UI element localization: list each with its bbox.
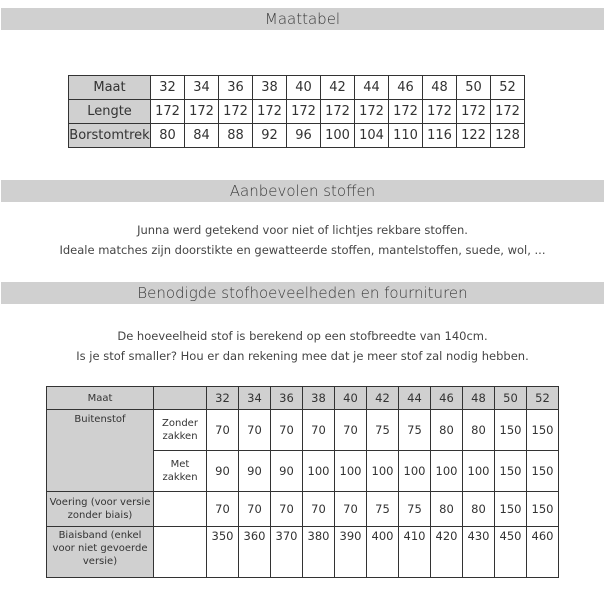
supplies-header-label: Maat	[47, 387, 154, 410]
size-chart-row-chest	[69, 124, 525, 148]
sub-label: Zonder zakken	[154, 410, 207, 451]
row-label-bias-tape: Biaisband (enkel voor niet gevoerde versie)	[47, 527, 154, 578]
supplies-table	[46, 386, 559, 578]
size-chart-header-label: Maat	[69, 76, 151, 100]
value-cell: 172	[253, 100, 287, 124]
value-cell: 116	[423, 124, 457, 148]
supplies-line: De hoeveelheid stof is berekend op een stofbreedte van 140cm.	[117, 329, 488, 343]
value-cell: 70	[271, 492, 303, 527]
size-chart-title: Maattabel	[264, 10, 341, 28]
value-cell: 172	[457, 100, 491, 124]
value-cell: 75	[367, 410, 399, 451]
size-cell: 44	[399, 387, 431, 410]
value-cell: 70	[239, 492, 271, 527]
value-cell: 172	[219, 100, 253, 124]
value-cell: 172	[355, 100, 389, 124]
size-cell: 42	[321, 76, 355, 100]
value-cell: 410	[399, 527, 431, 578]
size-cell: 36	[219, 76, 253, 100]
row-label: Borstomtrek	[69, 124, 151, 148]
value-cell: 70	[303, 492, 335, 527]
value-cell: 128	[491, 124, 525, 148]
size-chart-header-row	[69, 76, 525, 100]
size-cell: 48	[463, 387, 495, 410]
value-cell: 80	[463, 492, 495, 527]
value-cell: 80	[151, 124, 185, 148]
value-cell: 172	[287, 100, 321, 124]
size-chart-header	[1, 8, 604, 30]
value-cell: 70	[207, 492, 239, 527]
value-cell: 400	[367, 527, 399, 578]
size-cell: 40	[335, 387, 367, 410]
value-cell: 88	[219, 124, 253, 148]
value-cell: 172	[389, 100, 423, 124]
fabrics-title: Aanbevolen stoffen	[229, 182, 376, 200]
size-cell: 52	[527, 387, 559, 410]
size-chart-row-length	[69, 100, 525, 124]
empty-cell	[154, 387, 207, 410]
sub-label: Met zakken	[154, 451, 207, 492]
value-cell: 70	[271, 410, 303, 451]
value-cell: 80	[463, 410, 495, 451]
value-cell: 172	[491, 100, 525, 124]
value-cell: 70	[207, 410, 239, 451]
empty-cell	[154, 492, 207, 527]
value-cell: 430	[463, 527, 495, 578]
size-cell: 36	[271, 387, 303, 410]
value-cell: 150	[495, 492, 527, 527]
value-cell: 90	[271, 451, 303, 492]
value-cell: 420	[431, 527, 463, 578]
fabrics-line: Junna werd getekend voor niet of lichtjes rekbare stoffen.	[137, 223, 468, 237]
size-cell: 48	[423, 76, 457, 100]
row-label-lining: Voering (voor versie zonder biais)	[47, 492, 154, 527]
supplies-header-row	[47, 387, 559, 410]
value-cell: 100	[463, 451, 495, 492]
fabrics-line: Ideale matches zijn doorstikte en gewatteerde stoffen, mantelstoffen, suede, wol, ...	[59, 243, 546, 257]
size-cell: 50	[495, 387, 527, 410]
value-cell: 350	[207, 527, 239, 578]
value-cell: 150	[527, 451, 559, 492]
size-chart-table	[68, 75, 525, 148]
empty-cell	[154, 527, 207, 578]
supplies-description	[0, 326, 605, 366]
value-cell: 100	[303, 451, 335, 492]
value-cell: 380	[303, 527, 335, 578]
size-cell: 40	[287, 76, 321, 100]
value-cell: 150	[527, 410, 559, 451]
value-cell: 75	[399, 410, 431, 451]
value-cell: 96	[287, 124, 321, 148]
size-cell: 38	[303, 387, 335, 410]
value-cell: 390	[335, 527, 367, 578]
value-cell: 360	[239, 527, 271, 578]
value-cell: 150	[495, 451, 527, 492]
size-cell: 52	[491, 76, 525, 100]
value-cell: 172	[423, 100, 457, 124]
value-cell: 84	[185, 124, 219, 148]
value-cell: 100	[321, 124, 355, 148]
size-cell: 42	[367, 387, 399, 410]
supplies-row-lining	[47, 492, 559, 527]
value-cell: 70	[239, 410, 271, 451]
value-cell: 70	[335, 410, 367, 451]
value-cell: 110	[389, 124, 423, 148]
value-cell: 122	[457, 124, 491, 148]
value-cell: 150	[527, 492, 559, 527]
supplies-title: Benodigde stofhoeveelheden en fournituren	[137, 284, 468, 302]
supplies-line: Is je stof smaller? Hou er dan rekening mee dat je meer stof zal nodig hebben.	[76, 349, 529, 363]
value-cell: 172	[185, 100, 219, 124]
value-cell: 70	[303, 410, 335, 451]
value-cell: 172	[321, 100, 355, 124]
size-cell: 32	[151, 76, 185, 100]
value-cell: 75	[399, 492, 431, 527]
value-cell: 90	[207, 451, 239, 492]
value-cell: 100	[367, 451, 399, 492]
size-cell: 46	[389, 76, 423, 100]
supplies-header	[1, 282, 604, 304]
supplies-row-outer-without-pockets	[47, 410, 559, 451]
supplies-row-bias-tape	[47, 527, 559, 578]
value-cell: 100	[335, 451, 367, 492]
value-cell: 460	[527, 527, 559, 578]
row-label-outer-fabric: Buitenstof	[47, 410, 154, 492]
value-cell: 104	[355, 124, 389, 148]
size-cell: 50	[457, 76, 491, 100]
value-cell: 370	[271, 527, 303, 578]
value-cell: 70	[335, 492, 367, 527]
value-cell: 100	[399, 451, 431, 492]
value-cell: 172	[151, 100, 185, 124]
size-cell: 32	[207, 387, 239, 410]
value-cell: 100	[431, 451, 463, 492]
value-cell: 90	[239, 451, 271, 492]
value-cell: 80	[431, 492, 463, 527]
value-cell: 450	[495, 527, 527, 578]
fabrics-header	[1, 180, 604, 202]
size-cell: 38	[253, 76, 287, 100]
row-label: Lengte	[69, 100, 151, 124]
size-cell: 34	[185, 76, 219, 100]
fabrics-description	[0, 220, 605, 260]
size-cell: 34	[239, 387, 271, 410]
value-cell: 80	[431, 410, 463, 451]
size-cell: 44	[355, 76, 389, 100]
size-cell: 46	[431, 387, 463, 410]
value-cell: 92	[253, 124, 287, 148]
value-cell: 75	[367, 492, 399, 527]
value-cell: 150	[495, 410, 527, 451]
